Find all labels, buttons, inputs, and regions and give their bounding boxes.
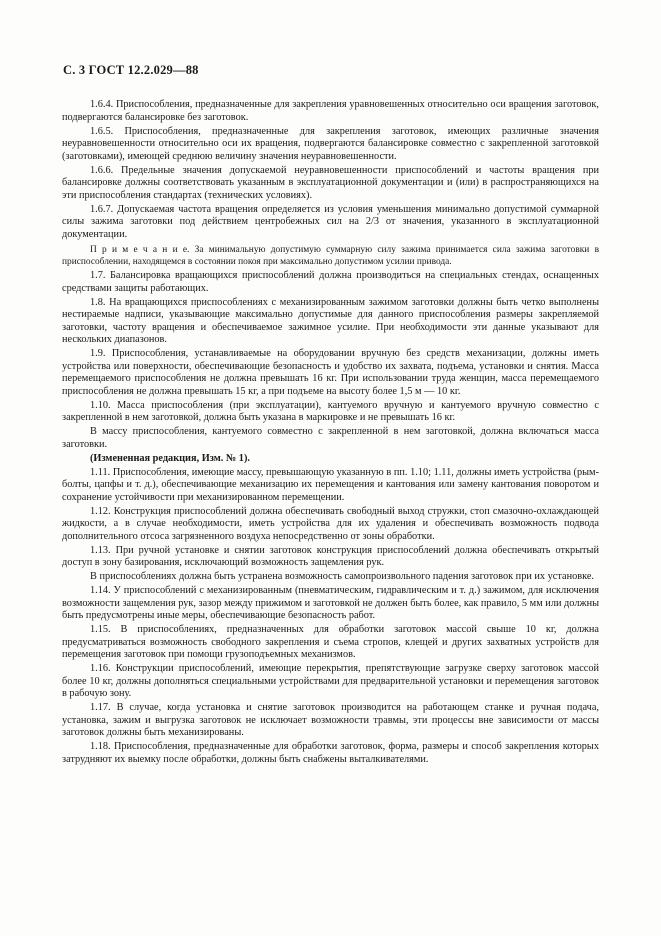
page-header: С. 3 ГОСТ 12.2.029—88 bbox=[63, 63, 199, 77]
paragraph-1-8: 1.8. На вращающихся приспособлениях с механизированным зажимом заготовки должны быть четко выполнены нестираемые надписи, указывающие максимально допустимые для данного приспособления размеры закрепляемой заготовки, частоту вращения и обеспечиваемое зажимное усилие. При необходимости эти данные указывают для нескольких диапазонов. bbox=[62, 296, 599, 345]
paragraph-1-9: 1.9. Приспособления, устанавливаемые на оборудовании вручную без средств механизации, должны иметь устройства или поверхности, обеспечивающие безопасность и удобство их захвата, подъема, установки и снятия. Масса перемещаемого приспособления не должна превышать 16 кг. При использовании труда женщин, масса перемещаемого приспособления не должна превышать 15 кг, а при подъеме на высоту более 1,5 м — 10 кг. bbox=[62, 348, 599, 397]
note-paragraph bbox=[62, 245, 599, 268]
note-text: За минимальную допустимую суммарную силу зажима принимается сила зажима заготовки в приспособлении, находящемся в состоянии покоя при максимально допустимом усилии привода. bbox=[62, 245, 600, 267]
edition-note: (Измененная редакция, Изм. № 1). bbox=[90, 452, 250, 464]
paragraph-1-11: 1.11. Приспособления, имеющие массу, превышающую указанную в пп. 1.10; 1.11, должны иметь устройства (рым-болты, цапфы и т. д.), обеспечивающие механизацию их перемещения и кантования или замену кантования поворотом и сохранение устойчивости при механизированном перемещении. bbox=[62, 466, 599, 503]
paragraph-1-12: 1.12. Конструкция приспособлений должна обеспечивать свободный выход стружки, стоп смазочно-охлаждающей жидкости, а в случае необходимости, иметь устройства для их удаления и обеспечивать возможность подвода дополнительного отсоса загрязненного воздуха непосредственно от зоны обработки. bbox=[62, 505, 599, 542]
paragraph-1-6-4: 1.6.4. Приспособления, предназначенные для закрепления уравновешенных относительно оси вращения заготовок, подвергаются балансировке без заготовок. bbox=[62, 99, 599, 123]
paragraph-1-14: 1.14. У приспособлений с механизированным (пневматическим, гидравлическим и т. д.) зажимом, для исключения возможности защемления рук, зазор между прижимом и заготовкой не должен быть более, как правило, 5 мм или должны быть предусмотрены иные меры, обеспечивающие безопасность работ. bbox=[62, 585, 599, 621]
paragraph-1-10: 1.10. Масса приспособления (при эксплуатации), кантуемого вручную и кантуемого вручную совместно с закрепленной в нем заготовкой, должна быть указана в маркировке и не превышать 16 кг. bbox=[62, 399, 599, 423]
paragraph-1-15: 1.15. В приспособлениях, предназначенных для обработки заготовок массой свыше 10 кг, должна предусматриваться возможность свободного закрепления и съема стропов, клещей и других захватных устройств для перемещения заготовок при помощи грузоподъемных механизмов. bbox=[62, 624, 599, 660]
paragraph-1-13: 1.13. При ручной установке и снятии заготовок конструкция приспособлений должна обеспечивать открытый доступ в зону базирования, исключающий возможность защемления рук. bbox=[62, 544, 599, 568]
paragraph-1-13-b: В приспособлениях должна быть устранена возможность самопроизвольного падения заготовок при их установке. bbox=[90, 571, 594, 582]
paragraph-1-7: 1.7. Балансировка вращающихся приспособлений должна производиться на специальных стендах, оснащенных средствами защиты работающих. bbox=[62, 270, 599, 294]
document-body bbox=[62, 99, 599, 768]
paragraph-1-17: 1.17. В случае, когда установка и снятие заготовок производится на работающем станке и ручная подача, установка, зажим и выгрузка заготовок не исключает возможности травмы, эти процессы вне зависимости от массы заготовок должны быть механизированы. bbox=[62, 702, 599, 738]
paragraph-1-6-7: 1.6.7. Допускаемая частота вращения определяется из условия уменьшения минимально допустимой суммарной силы зажима заготовки под действием центробежных сил на 2/3 от значения, указанного в эксплуатационной документации. bbox=[62, 203, 599, 240]
note-label: П р и м е ч а н и е. bbox=[90, 245, 190, 255]
paragraph-1-10-mass: В массу приспособления, кантуемого совместно с закрепленной в нем заготовкой, должна включаться масса заготовки. bbox=[62, 426, 599, 450]
paragraph-1-18: 1.18. Приспособления, предназначенные для обработки заготовок, форма, размеры и способ закрепления которых затрудняют их выемку после обработки, должны быть снабжены выталкивателями. bbox=[62, 741, 599, 765]
paragraph-1-6-6: 1.6.6. Предельные значения допускаемой неуравновешенности приспособлений и частоты вращения при балансировке должны соответствовать указанным в эксплуатационной документации и (или) в распространяющихся на эти приспособления стандартах (технических условиях). bbox=[62, 164, 599, 201]
paragraph-1-16: 1.16. Конструкции приспособлений, имеющие перекрытия, препятствующие загрузке сверху заготовок массой более 10 кг, должны дополняться специальными устройствами для предварительной установки и перемещения заготовок в рабочую зону. bbox=[62, 663, 599, 699]
paragraph-1-6-5: 1.6.5. Приспособления, предназначенные для закрепления заготовок, имеющих различные значения неуравновешенности относительно оси их вращения, подвергаются балансировке совместно с закрепленной заготовкой (заготовками), имеющей среднюю величину значения неуравновешенности. bbox=[62, 125, 599, 162]
